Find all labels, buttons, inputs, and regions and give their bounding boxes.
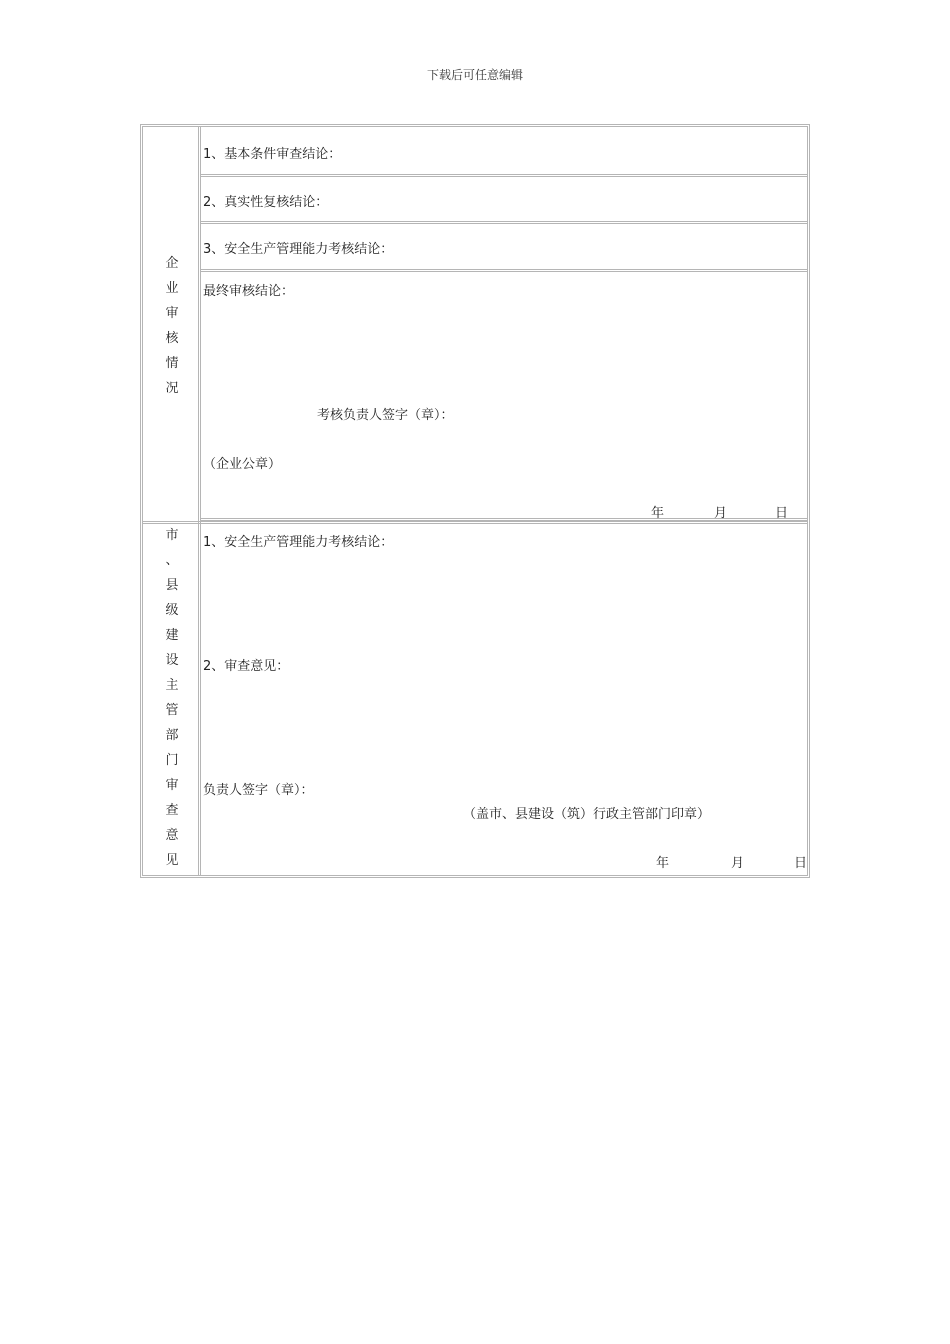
section1-item2-row <box>201 177 807 224</box>
authority-seal-label: （盖市、县建设（筑）行政主管部门印章） <box>463 807 711 822</box>
review-form-table <box>140 124 810 878</box>
authenticity-check-conclusion-label: 2、真实性复核结论： <box>203 195 329 210</box>
page-header-note: 下载后可任意编辑 <box>426 68 523 82</box>
review-opinion-label: 2、审查意见： <box>203 659 290 674</box>
vertical-label-char: 管 <box>165 703 179 718</box>
section1-label-cell <box>143 127 201 521</box>
authority-safety-ability-conclusion-label: 1、安全生产管理能力考核结论： <box>203 535 394 550</box>
vertical-label-char: 查 <box>165 803 179 818</box>
vertical-label-char: 设 <box>165 653 179 668</box>
vertical-label-char: 县 <box>165 578 179 593</box>
section1-final-row <box>201 272 807 521</box>
section1-vertical-label <box>143 251 201 401</box>
section1-day-label: 日 <box>775 506 789 521</box>
vertical-label-char: 核 <box>165 331 179 346</box>
vertical-label-char: 况 <box>165 381 179 396</box>
vertical-label-char: 部 <box>165 728 179 743</box>
section-divider <box>143 521 807 524</box>
vertical-label-char: 见 <box>165 853 179 868</box>
final-review-conclusion-label: 最终审核结论： <box>203 284 295 299</box>
section2-label-cell <box>143 521 201 875</box>
section1-item3-row <box>201 224 807 272</box>
vertical-label-char: 意 <box>165 828 179 843</box>
vertical-label-char: 建 <box>165 628 179 643</box>
vertical-label-char: 审 <box>165 306 179 321</box>
vertical-label-char: 情 <box>165 356 179 371</box>
section1-item1-row <box>201 127 807 177</box>
vertical-label-char: 市 <box>165 528 179 543</box>
vertical-label-char: 、 <box>165 553 179 568</box>
vertical-label-char: 企 <box>165 256 179 271</box>
vertical-label-char: 审 <box>165 778 179 793</box>
section2-month-label: 月 <box>731 856 745 871</box>
section1-year-label: 年 <box>651 506 665 521</box>
section1-month-label: 月 <box>714 506 728 521</box>
vertical-label-char: 门 <box>165 753 179 768</box>
assessor-signature-label: 考核负责人签字（章）： <box>317 408 454 423</box>
safety-ability-conclusion-label: 3、安全生产管理能力考核结论： <box>203 242 394 257</box>
vertical-label-char: 主 <box>165 678 179 693</box>
basic-conditions-conclusion-label: 1、基本条件审查结论： <box>203 147 342 162</box>
section2-day-label: 日 <box>794 856 808 871</box>
vertical-label-char: 业 <box>165 281 179 296</box>
vertical-label-char: 级 <box>165 603 179 618</box>
section2-content <box>201 521 807 875</box>
enterprise-seal-label: （企业公章） <box>203 457 282 472</box>
responsible-person-signature-label: 负责人签字（章）： <box>203 783 314 798</box>
section2-year-label: 年 <box>656 856 670 871</box>
section2-vertical-label <box>143 523 201 873</box>
